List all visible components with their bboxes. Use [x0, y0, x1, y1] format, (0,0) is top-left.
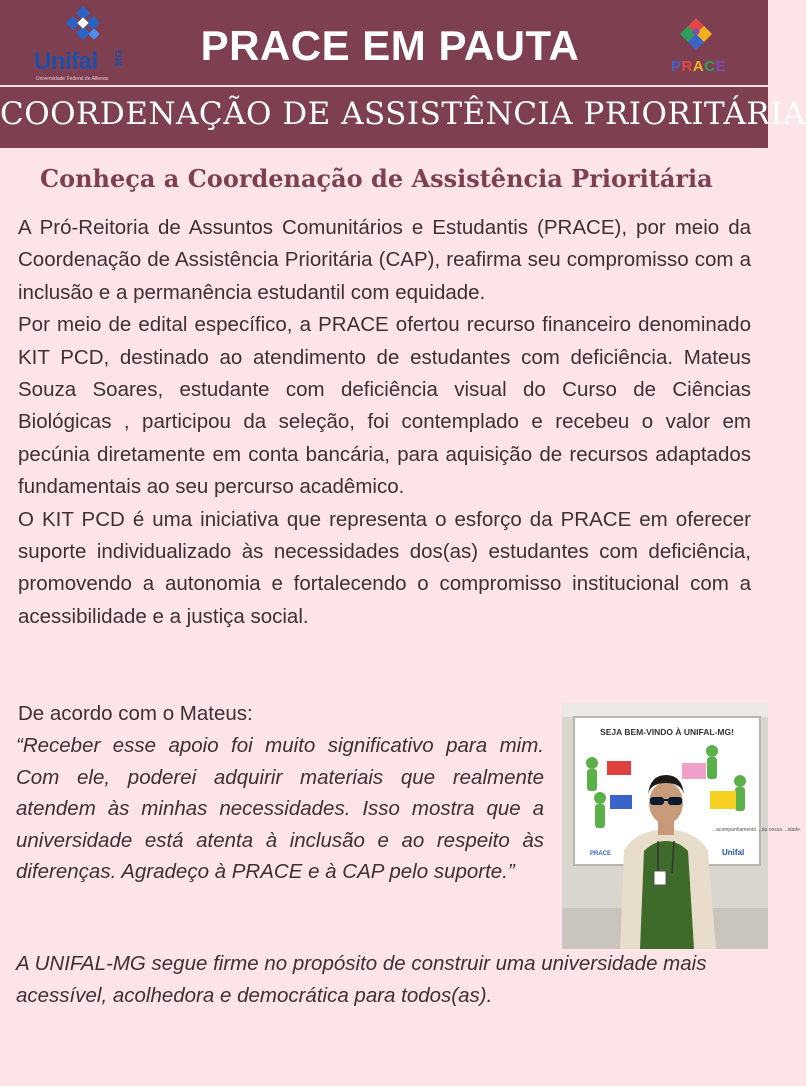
banner-prace-text: PRACE [590, 851, 612, 857]
newsletter-title: PRACE EM PAUTA [200, 22, 580, 69]
prace-logo-mark-icon [678, 16, 714, 52]
section-heading: Conheça a Coordenação de Assistência Prioritária [40, 164, 713, 193]
student-photo [562, 703, 802, 949]
prace-logo [666, 16, 726, 78]
unifal-logo-mark-icon [64, 6, 108, 50]
quote-intro: De acordo com o Mateus: [18, 702, 253, 725]
paragraph-kit-pcd: Por meio de edital específico, a PRACE ofertou recurso financeiro denominado KIT PCD, destinado ao atendimento de estudantes com deficiência. Mateus Souza Soares, estudante com deficiência visual do Curso de Ciências Biológicas , participou da seleção, foi contemplado e recebeu o valor em pecúnia diretamente em conta bancária, para aquisição de recursos adaptados fundamentais ao seu percurso acadêmico. [18, 313, 751, 499]
unifal-logo-word: Unifal [34, 48, 98, 75]
paragraph-initiative: O KIT PCD é uma iniciativa que representa o esforço da PRACE em oferecer suporte individualizado às necessidades dos(as) estudantes com deficiência, promovendo a autonomia e fortalecendo o compromisso institucional com a acessibilidade e a justiça social. [18, 507, 751, 628]
banner-welcome-text: SEJA BEM-VINDO À UNIFAL-MG! [600, 727, 734, 737]
student-photo-illustration [562, 703, 802, 949]
unifal-logo-caption: Universidade Federal de Alfenas [36, 76, 109, 82]
header-divider [0, 85, 768, 87]
banner-unifal-text: Unifal [722, 848, 745, 857]
article-body [18, 212, 751, 633]
student-quote: “Receber esse apoio foi muito significativo para mim. Com ele, poderei adquirir materiais que realmente atendem às minhas necessidades. Isso mostra que a universidade está atenta à inclusão e ao respeito às diferenças. Agradeço à PRACE e à CAP pelo suporte.” [16, 734, 544, 884]
newsletter-subtitle: COORDENAÇÃO DE ASSISTÊNCIA PRIORITÁRIA [0, 96, 806, 132]
closing-statement: A UNIFAL-MG segue firme no propósito de construir uma universidade mais acessível, acolhedora e democrática para todos(as). [16, 952, 707, 1007]
unifal-logo-suffix: MG [114, 50, 125, 67]
unifal-logo [34, 6, 134, 82]
paragraph-intro: A Pró-Reitoria de Assuntos Comunitários e Estudantis (PRACE), por meio da Coordenação de Assistência Prioritária (CAP), reafirma seu compromisso com a inclusão e a permanência estudantil com equidade. [18, 216, 751, 304]
header-banner [0, 0, 806, 148]
banner-fragment-text: ...acompanhamento ...da nossa ...idade. [712, 827, 802, 833]
prace-logo-word: PRACE [671, 58, 727, 75]
